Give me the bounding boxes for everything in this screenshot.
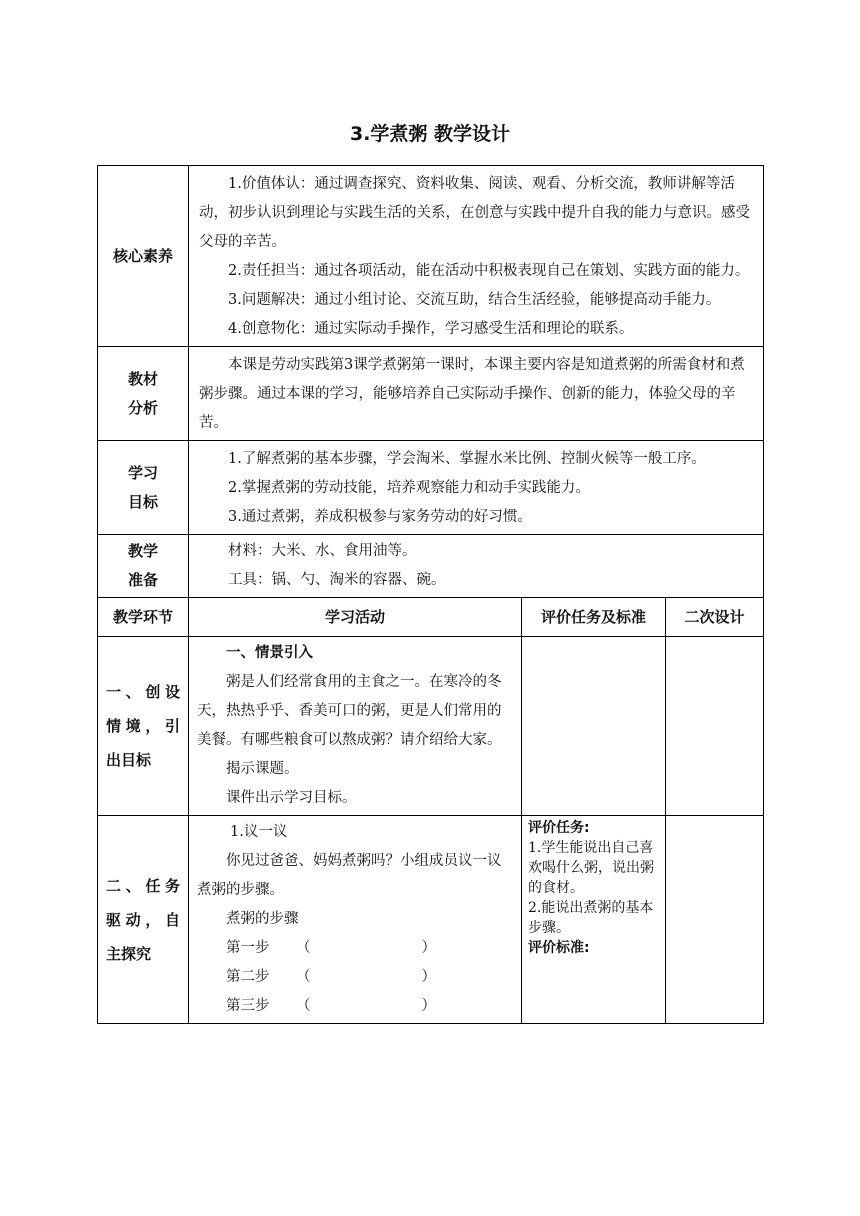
column-header: 教学环节 <box>98 598 189 637</box>
step-line <box>197 963 515 992</box>
stage-label-line: 驱动，自 <box>106 910 180 929</box>
activity-paragraph: 粥是人们经常食用的主食之一。在寒冷的冬天，热热乎乎、香美可口的粥，更是人们常用的美餐。有哪些粮食可以熬成粥？请介绍给大家。 <box>197 674 502 748</box>
prep-item: 材料：大米、水、食用油等。 <box>228 543 417 559</box>
label-line: 教学 <box>127 542 158 560</box>
activity-heading: 1.议一议 <box>230 824 288 840</box>
stage-redesign <box>666 816 764 1024</box>
stage-activity <box>189 816 522 1024</box>
stage-label-line: 情境，引 <box>106 717 180 735</box>
learning-goals-row <box>98 441 764 535</box>
prep-item: 工具：锅、勺、淘米的容器、碗。 <box>228 572 446 588</box>
teaching-prep-content <box>189 535 764 598</box>
column-header: 二次设计 <box>666 598 764 637</box>
label-line: 教材 <box>127 369 158 388</box>
material-analysis-text: 本课是劳动实践第3课学煮粥第一课时，本课主要内容是知道煮粥的所需食材和煮粥步骤。通过本课的学习，能够培养自己实际动手操作、创新的能力，体验父母的辛苦。 <box>199 357 745 431</box>
paren-open: （ <box>296 998 311 1014</box>
goal-item: 3.通过煮粥，养成积极参与家务劳动的好习惯。 <box>228 509 532 525</box>
step-label: 第一步 <box>226 940 270 956</box>
column-header: 学习活动 <box>189 598 522 637</box>
label-line: 准备 <box>127 571 158 589</box>
eval-standard-label: 评价标准: <box>528 940 590 956</box>
steps-title: 煮粥的步骤 <box>226 911 299 927</box>
label-line: 学习 <box>127 463 158 482</box>
label-line: 目标 <box>127 492 158 511</box>
paren-close: ） <box>421 940 436 956</box>
step-label: 第二步 <box>226 969 270 985</box>
lesson-plan-table <box>97 165 764 1024</box>
stage-row <box>98 637 764 816</box>
core-item: 2.责任担当：通过各项活动，能在活动中积极表现自己在策划、实践方面的能力。 <box>228 263 750 279</box>
stage-label-line: 一、创设 <box>106 683 180 701</box>
step-blank <box>296 992 436 1021</box>
learning-goals-content <box>189 441 764 535</box>
learning-goals-label <box>98 441 189 535</box>
eval-item: 1.学生能说出自己喜欢喝什么粥，说出粥的食材。 <box>528 840 654 896</box>
stage-activity <box>189 637 522 816</box>
material-analysis-content <box>189 347 764 441</box>
material-analysis-label <box>98 347 189 441</box>
material-analysis-row <box>98 347 764 441</box>
stage-label <box>98 637 189 816</box>
stage-label-line: 出目标 <box>106 751 152 769</box>
core-item: 1.价值体认：通过调查探究、资料收集、阅读、观看、分析交流，教师讲解等活动，初步认识到理论与实践生活的关系，在创意与实践中提升自我的能力与意识。感受父母的辛苦。 <box>199 176 750 250</box>
step-line <box>197 934 515 963</box>
stage-label-line: 主探究 <box>106 944 152 963</box>
paren-open: （ <box>296 969 311 985</box>
stage-evaluation <box>522 637 666 816</box>
core-competency-label: 核心素养 <box>98 166 189 347</box>
paren-close: ） <box>421 998 436 1014</box>
activity-paragraph: 揭示课题。 <box>226 761 299 777</box>
teaching-prep-row <box>98 535 764 598</box>
eval-task-label: 评价任务: <box>528 820 590 836</box>
core-competency-row <box>98 166 764 347</box>
step-line <box>197 992 515 1021</box>
step-blank <box>296 963 436 992</box>
eval-item: 2.能说出煮粥的基本步骤。 <box>528 900 654 936</box>
stage-evaluation <box>522 816 666 1024</box>
paren-close: ） <box>421 969 436 985</box>
activity-paragraph: 你见过爸爸、妈妈煮粥吗？小组成员议一议煮粥的步骤。 <box>197 853 502 898</box>
activity-heading: 一、情景引入 <box>226 645 313 661</box>
stage-label <box>98 816 189 1024</box>
goal-item: 2.掌握煮粥的劳动技能，培养观察能力和动手实践能力。 <box>228 480 590 496</box>
stage-row <box>98 816 764 1024</box>
label-line: 分析 <box>127 398 158 417</box>
stage-redesign <box>666 637 764 816</box>
core-item: 3.问题解决：通过小组讨论、交流互助，结合生活经验，能够提高动手能力。 <box>228 292 721 308</box>
step-label: 第三步 <box>226 998 270 1014</box>
stage-label-line: 二、任务 <box>106 876 180 895</box>
step-blank <box>296 934 436 963</box>
core-competency-content <box>189 166 764 347</box>
goal-item: 1.了解煮粥的基本步骤，学会淘米、掌握水米比例、控制火候等一般工序。 <box>228 451 706 467</box>
core-item: 4.创意物化：通过实际动手操作，学习感受生活和理论的联系。 <box>228 321 634 337</box>
paren-open: （ <box>296 940 311 956</box>
teaching-prep-label <box>98 535 189 598</box>
activity-paragraph: 课件出示学习目标。 <box>226 790 357 806</box>
column-header: 评价任务及标准 <box>522 598 666 637</box>
column-header-row <box>98 598 764 637</box>
page-title: 3.学煮粥 教学设计 <box>349 123 511 145</box>
